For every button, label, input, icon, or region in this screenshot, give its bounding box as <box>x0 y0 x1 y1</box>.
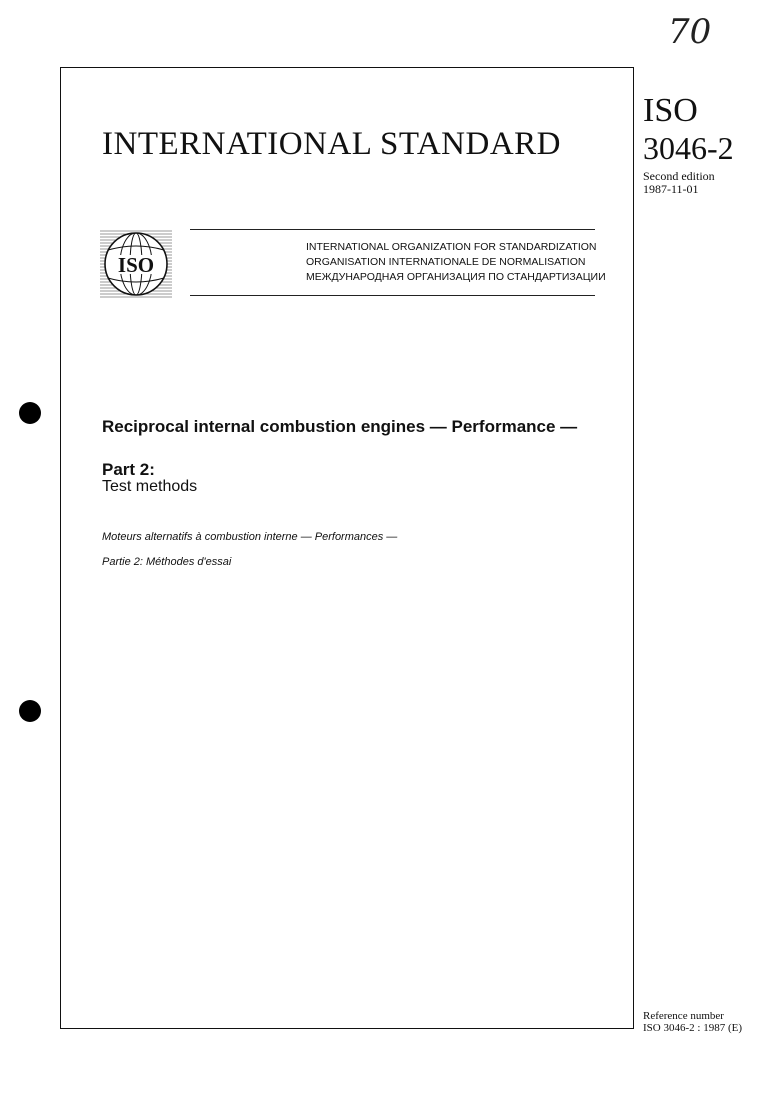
org-rule-top <box>190 229 595 230</box>
reference-number <box>643 1010 742 1034</box>
cover-frame <box>60 67 634 1029</box>
edition-info <box>643 170 715 196</box>
reference-label: Reference number <box>643 1010 724 1022</box>
org-name-fr: ORGANISATION INTERNATIONALE DE NORMALISATION <box>306 256 586 268</box>
main-title: Reciprocal internal combustion engines — Performance — <box>102 417 578 436</box>
french-title-line1: Moteurs alternatifs à combustion interne — Performances — <box>102 531 398 543</box>
punch-hole-top <box>19 402 41 424</box>
edition-label: Second edition <box>643 169 715 183</box>
iso-designation <box>643 94 734 164</box>
org-name-ru: МЕЖДУНАРОДНАЯ ОРГАНИЗАЦИЯ ПО СТАНДАРТИЗАЦИИ <box>306 271 606 283</box>
iso-logo <box>100 228 172 300</box>
org-name-en: INTERNATIONAL ORGANIZATION FOR STANDARDIZATION <box>306 241 597 253</box>
handwritten-note: 70 <box>668 12 712 52</box>
organization-names <box>306 240 606 285</box>
punch-hole-bottom <box>19 700 41 722</box>
org-rule-bottom <box>190 295 595 296</box>
iso-prefix: ISO <box>643 92 698 129</box>
part-subtitle: Test methods <box>102 478 198 495</box>
edition-date: 1987-11-01 <box>643 182 699 196</box>
reference-value: ISO 3046-2 : 1987 (E) <box>643 1022 742 1034</box>
logo-lettering: ISO <box>117 253 155 277</box>
part-number: Part 2: <box>102 460 155 479</box>
iso-number: 3046-2 <box>643 130 734 166</box>
document-type-title: INTERNATIONAL STANDARD <box>102 126 562 162</box>
french-title-line2: Partie 2: Méthodes d'essai <box>102 556 232 568</box>
